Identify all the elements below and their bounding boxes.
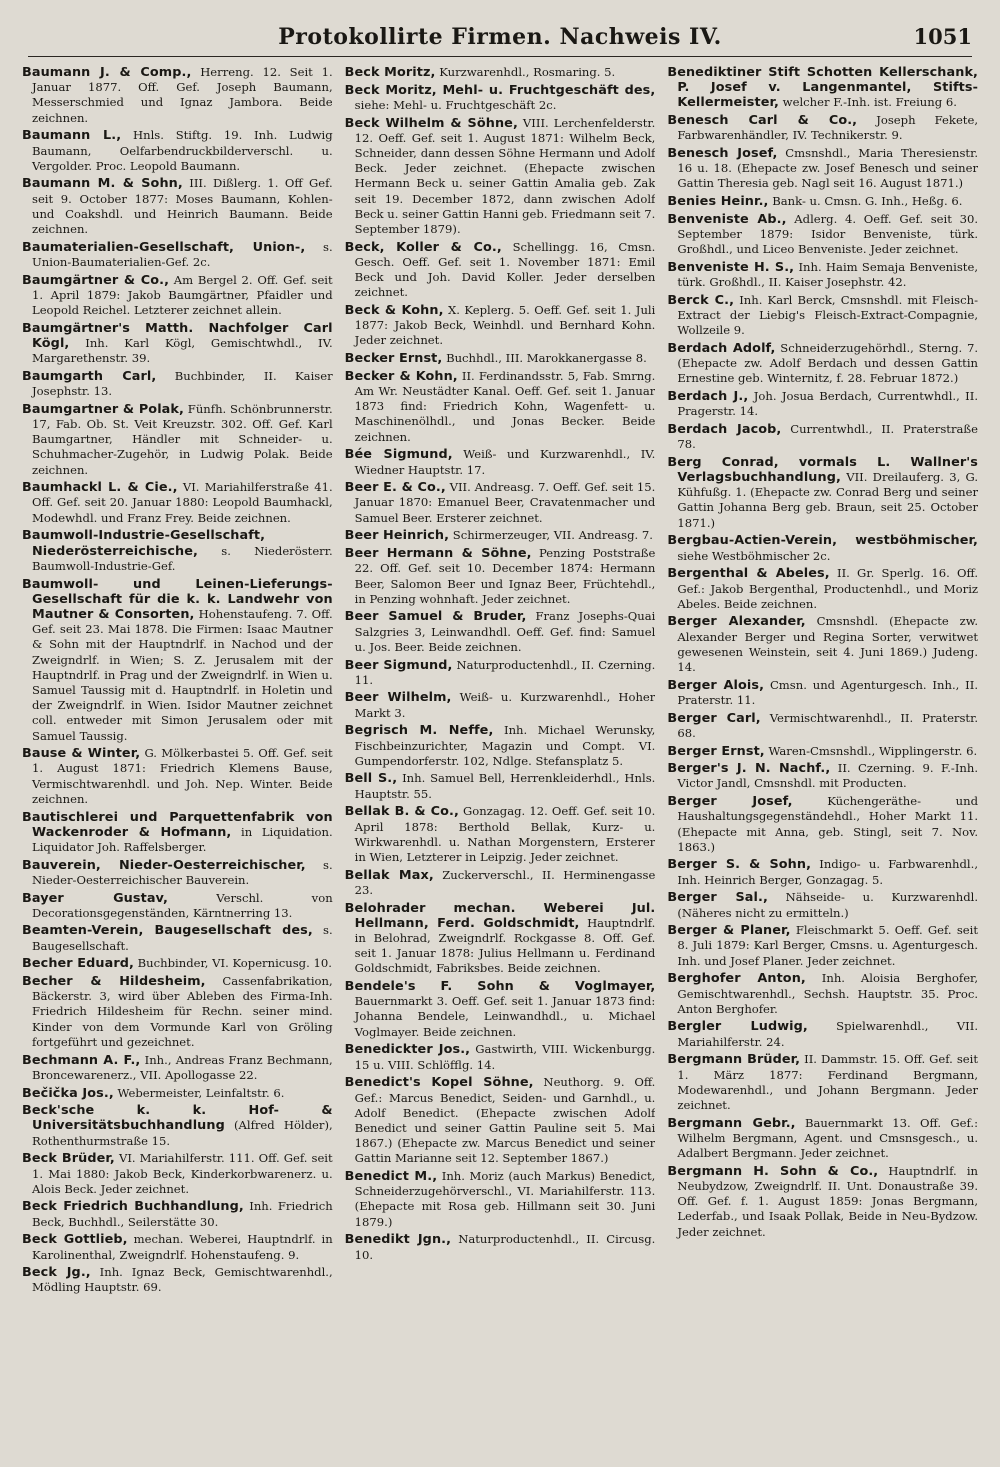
firm-details: in Liquidation. Liquidator Joh. Raffelsberger. <box>32 824 333 854</box>
firm-details: Gonzagag. 12. Oeff. Gef. seit 10. April 1878: Berthold Bellak, Kurz- u. Wirkwarenhdl. u. Nathan Morgenstern, Ersterer in Wien, Letzterer in Leipzig. Jeder zeichnet. <box>354 804 656 864</box>
firm-name: Beck & Kohn, <box>344 303 444 319</box>
firm-entry <box>345 658 656 688</box>
firm-name: Benies Heinr., <box>667 194 769 210</box>
firm-entry <box>667 761 978 791</box>
firm-name: Beer Sigmund, <box>344 657 453 673</box>
firm-entry <box>667 65 978 111</box>
firm-entry <box>22 1232 333 1262</box>
firm-entry <box>667 533 978 563</box>
firm-details: Vermischtwarenhdl., II. Praterstr. 68. <box>677 710 979 740</box>
firm-entry <box>667 857 978 887</box>
firm-entry <box>22 402 333 478</box>
firm-details: Zuckerverschl., II. Herminengasse 23. <box>354 867 656 897</box>
firm-name: Berger Alexander, <box>667 614 806 630</box>
firm-name: Beck Moritz, Mehl- u. Fruchtgeschäft des, <box>344 82 656 98</box>
firm-details: II. Ferdinandsstr. 5, Fab. Smrng. Am Wr. Neustädter Kanal. Oeff. Gef. seit 1. Januar 1873 find: Friedrich Kohn, Wagenfett- u. Maschinenölhdl., und Jonas Becker. Beide zeichnen. <box>354 368 656 444</box>
firm-entry <box>22 956 333 971</box>
firm-details: Schneiderzugehörhdl., Sterng. 7. (Ehepacte zw. Adolf Berdach und dessen Gattin Ernestine geb. Winternitz, f. 28. Februar 1872.) <box>677 340 979 386</box>
firm-entry <box>667 971 978 1017</box>
firm-entry <box>345 116 656 238</box>
firm-name: Bendele's F. Sohn & Voglmayer, <box>344 979 656 995</box>
firm-entry <box>667 146 978 192</box>
firm-details: siehe: Mehl- u. Fruchtgeschäft 2c. <box>354 97 557 112</box>
firm-name: Bechmann A. F., <box>22 1052 141 1068</box>
firm-details: (Alfred Hölder), Rothenthurmstraße 15. <box>32 1118 333 1148</box>
firm-name: Beck Friedrich Buchhandlung, <box>22 1199 244 1215</box>
firm-name: Belohrader mechan. Weberei Jul. Hellmann, Ferd. Goldschmidt, <box>344 900 656 931</box>
firm-details: Fünfh. Schönbrunnerstr. 17, Fab. Ob. St. Veit Kreuzstr. 302. Off. Gef. Karl Baumgartner, Händler mit Schneider- u. Schuhmacher-Zugehör, in Ludwig Polak. Beide zeichnen. <box>32 401 333 477</box>
firm-details: welcher F.-Inh. ist. Freiung 6. <box>782 95 957 110</box>
firm-entry <box>345 979 656 1040</box>
column-left <box>22 65 333 1455</box>
firm-entry <box>667 194 978 209</box>
firm-details: II. Gr. Sperlg. 16. Off. Gef.: Jakob Bergenthal, Productenhdl., und Moriz Abeles. Beide zeichnen. <box>677 566 979 611</box>
firm-name: Benedikt Jgn., <box>344 1232 452 1248</box>
firm-name: Berger Ernst, <box>667 743 765 759</box>
firm-name: Beer Hermann & Söhne, <box>344 546 532 562</box>
firm-name: Bellak Max, <box>344 867 434 883</box>
firm-name: Beck Jg., <box>22 1265 91 1281</box>
firm-entry <box>22 810 333 856</box>
firm-name: Berger & Planer, <box>667 923 791 939</box>
firm-details: Joh. Josua Berdach, Currentwhdl., II. Pragerstr. 14. <box>677 389 979 419</box>
firm-name: Berger S. & Sohn, <box>667 857 812 873</box>
firm-details: Verschl. von Decorationsgegenständen, Kärntnerring 13. <box>32 890 333 920</box>
firm-name: Beck Moritz, <box>344 65 436 80</box>
firm-name: Bause & Winter, <box>22 746 141 762</box>
firm-details: Fleischmarkt 5. Oeff. Gef. seit 8. Juli 1879: Karl Berger, Cmsns. u. Agenturgesch. Inh. und Josef Planer. Jeder zeichnet. <box>677 923 979 968</box>
firm-details: Cmsnshdl. (Ehepacte zw. Alexander Berger und Regina Sorter, verwitwet gewesenen Weinstein, seit 4. Juni 1869.) Judeng. 14. <box>677 614 979 675</box>
firm-details: Inh. Moriz (auch Markus) Benedict, Schneiderzugehörverschl., VI. Mariahilferstr. 113. (Ehepacte mit Rosa geb. Hillmann seit 30. Juni 1879.) <box>354 1169 656 1229</box>
firm-name: Baumhackl L. & Cie., <box>22 480 178 496</box>
firm-name: Bauverein, Nieder-Oesterreichischer, <box>22 857 306 873</box>
firm-entry <box>667 744 978 759</box>
firm-entry <box>345 1169 656 1230</box>
page-header <box>28 20 972 57</box>
firm-details: Gastwirth, VIII. Wickenburgg. 15 u. VIII. Schlöfflg. 14. <box>354 1042 656 1072</box>
columns-container <box>22 65 978 1455</box>
firm-details: Inh. Friedrich Beck, Buchhdl., Seilerstätte 30. <box>32 1199 333 1229</box>
firm-details: Bauernmarkt 3. Oeff. Gef. seit 1. Januar 1873 find: Johanna Bendele, Leinwandhdl., u. Michael Voglmayer. Beide zeichnen. <box>354 994 656 1039</box>
firm-details: s. Niederösterr. Baumwoll-Industrie-Gef. <box>32 543 333 573</box>
firm-name: Bergmann Gebr., <box>667 1115 796 1131</box>
firm-entry <box>345 369 656 445</box>
firm-entry <box>345 447 656 477</box>
firm-name: Bautischlerei und Parquettenfabrik von Wackenroder & Hofmann, <box>22 809 333 840</box>
firm-entry <box>345 804 656 865</box>
firm-name: Baumann J. & Comp., <box>22 65 192 80</box>
firm-name: Becker & Kohn, <box>344 368 458 384</box>
firm-name: Berdach Jacob, <box>667 421 782 437</box>
firm-entry <box>667 455 978 531</box>
firm-details: Inh. Haim Semaja Benveniste, türk. Großhdl., II. Kaiser Josephstr. 42. <box>677 259 979 290</box>
column-right <box>667 65 978 1455</box>
firm-entry <box>22 321 333 367</box>
firm-name: Berdach J., <box>667 389 749 405</box>
firm-details: VIII. Lerchenfelderstr. 12. Oeff. Gef. seit 1. August 1871: Wilhelm Beck, Schneider, dann dessen Söhne Hermann und Adolf Beck. Jeder zeichnet. (Ehepacte zwischen Hermann Beck u. seiner Gattin Amalia geb. Zak seit 19. December 1872, dann zwischen Adolf Beck u. seiner Gattin Hanni geb. Friedmann seit 7. September 1879). <box>354 115 656 237</box>
firm-name: Bergmann Brüder, <box>667 1052 801 1068</box>
firm-entry <box>22 974 333 1050</box>
firm-name: Beer Wilhelm, <box>344 690 452 706</box>
firm-details: Inh. Samuel Bell, Herrenkleiderhdl., Hnls. Hauptstr. 55. <box>354 771 656 801</box>
firm-details: Naturproductenhdl., II. Circusg. 10. <box>354 1232 656 1262</box>
firm-name: Benesch Carl & Co., <box>667 113 858 129</box>
firm-name: Baumgartner & Polak, <box>22 401 184 417</box>
firm-details: Neuthorg. 9. Off. Gef.: Marcus Benedict, Seiden- und Garnhdl., u. Adolf Benedict. (Ehepacte zwischen Adolf Benedict und seiner Gattin Pauline seit 5. Mai 1867.) (Ehepacte zw. Marcus Benedict und seiner Gattin Marianne seit 12. September 1867.) <box>354 1075 656 1166</box>
firm-details: Franz Josephs-Quai Salzgries 3, Leinwandhdl. Oeff. Gef. find: Samuel u. Jos. Beer. Beide zeichnen. <box>354 609 656 654</box>
firm-entry <box>345 65 656 80</box>
firm-details: Bauernmarkt 13. Off. Gef.: Wilhelm Bergmann, Agent. und Cmsnsgesch., u. Adalbert Bergmann. Jeder zeichnet. <box>677 1115 979 1161</box>
firm-name: Benesch Josef, <box>667 146 778 162</box>
column-middle <box>345 65 656 1455</box>
firm-name: Bergbau-Actien-Verein, westböhmischer, <box>667 533 979 549</box>
firm-name: Bergmann H. Sohn & Co., <box>667 1163 879 1179</box>
firm-details: mechan. Weberei, Hauptndrlf. in Karolinenthal, Zweigndrlf. Hohenstaufeng. 9. <box>32 1232 333 1262</box>
firm-entry <box>22 1265 333 1295</box>
firm-name: Berghofer Anton, <box>667 971 806 987</box>
firm-name: Berdach Adolf, <box>667 340 776 356</box>
firm-entry <box>345 901 656 977</box>
firm-entry <box>667 923 978 969</box>
firm-entry <box>667 341 978 387</box>
firm-details: Weiß- und Kurzwarenhdl., IV. Wiedner Hauptstr. 17. <box>354 447 656 477</box>
firm-entry <box>22 1151 333 1197</box>
firm-details: Buchbinder, II. Kaiser Josephstr. 13. <box>32 368 333 399</box>
firm-details: Penzing Poststraße 22. Off. Gef. seit 10. December 1874: Hermann Beer, Salomon Beer und Ignaz Beer, Früchtehdl., in Penzing wohnhaft. Jeder zeichnet. <box>354 546 656 606</box>
firm-details: Hnls. Stiftg. 19. Inh. Ludwig Baumann, Oelfarbendruckbilderverschl. u. Vergolder. Proc. Leopold Baumann. <box>32 128 333 173</box>
firm-details: Schirmerzeuger, VII. Andreasg. 7. <box>452 528 653 543</box>
firm-name: Beer Heinrich, <box>344 528 450 544</box>
firm-entry <box>667 293 978 339</box>
firm-details: Schellingg. 16, Cmsn. Gesch. Oeff. Gef. seit 1. November 1871: Emil Beck und Joh. David Koller. Jeder derselben zeichnet. <box>354 239 656 300</box>
firm-entry <box>345 480 656 526</box>
firm-name: Berger Alois, <box>667 677 765 693</box>
firm-name: Baumgärtner's Matth. Nachfolger Carl Kögl, <box>22 320 333 351</box>
firm-name: Berg Conrad, vormals L. Wallner's Verlagsbuchhandlung, <box>667 454 979 486</box>
firm-entry <box>22 65 333 126</box>
firm-entry <box>345 303 656 349</box>
firm-entry <box>22 858 333 888</box>
firm-name: Berger Josef, <box>667 794 793 810</box>
firm-entry <box>22 528 333 574</box>
firm-details: II. Czerning. 9. F.-Inh. Victor Jandl, Cmsnshdl. mit Producten. <box>677 761 979 791</box>
firm-details: Adlerg. 4. Oeff. Gef. seit 30. September 1879: Isidor Benveniste, türk. Großhdl., und Liceo Benveniste. Jeder zeichnet. <box>677 211 979 257</box>
firm-details: Waren-Cmsnshdl., Wipplingerstr. 6. <box>768 743 978 758</box>
page-number: 1051 <box>913 24 972 49</box>
firm-details: VI. Mariahilferstraße 41. Off. Gef. seit 20. Januar 1880: Leopold Baumhackl, Modewhdl. und Franz Frey. Beide zeichnen. <box>32 480 333 525</box>
firm-name: Beamten-Verein, Baugesellschaft des, <box>22 923 313 939</box>
firm-entry <box>22 273 333 319</box>
firm-name: Bergler Ludwig, <box>667 1019 808 1035</box>
firm-entry <box>667 614 978 675</box>
firm-entry <box>345 771 656 801</box>
firm-details: Hauptndrlf. in Neubydzow, Zweigndrlf. II. Unt. Donaustraße 39. Off. Gef. f. 1. August 1859: Jonas Bergmann, Lederfab., und Isaak Pollak, Beide in Neu-Bydzow. Jeder zeichnet. <box>677 1163 979 1239</box>
firm-details: Naturproductenhdl., II. Czerning. 11. <box>354 657 656 687</box>
firm-entry <box>667 890 978 920</box>
firm-entry <box>345 690 656 720</box>
firm-name: Berger's J. N. Nachf., <box>667 761 831 777</box>
firm-name: Becker Ernst, <box>344 351 443 367</box>
firm-entry <box>667 678 978 708</box>
firm-entry <box>22 369 333 399</box>
firm-entry <box>667 422 978 452</box>
firm-details: Cmsn. und Agenturgesch. Inh., II. Praterstr. 11. <box>677 677 979 707</box>
firm-name: Baumgärtner & Co., <box>22 272 170 288</box>
firm-entry <box>667 113 978 143</box>
firm-entry <box>22 891 333 921</box>
firm-details: Hauptndrlf. in Belohrad, Zweigndrlf. Rockgasse 8. Off. Gef. seit 1. Januar 1878: Julius Hellmann u. Ferdinand Goldschmidt, Fabriksbes. Beide zeichnen. <box>354 915 656 976</box>
firm-entry <box>22 1053 333 1083</box>
firm-name: Baumwoll-Industrie-Gesellschaft, Niederösterreichische, <box>22 528 266 559</box>
firm-name: Benveniste H. S., <box>667 259 795 275</box>
firm-details: Weiß- u. Kurzwarenhdl., Hoher Markt 3. <box>354 690 656 720</box>
firm-entry <box>667 1019 978 1049</box>
firm-name: Becher Eduard, <box>22 956 134 972</box>
firm-name: Beer Samuel & Bruder, <box>344 609 527 625</box>
firm-details: Currentwhdl., II. Praterstraße 78. <box>677 421 979 452</box>
firm-details: Buchbinder, VI. Kopernicusg. 10. <box>137 956 332 971</box>
firm-entry <box>345 546 656 607</box>
firm-name: Berck C., <box>667 292 735 308</box>
firm-entry <box>345 1075 656 1166</box>
firm-details: s. Union-Baumaterialien-Gef. 2c. <box>32 239 333 269</box>
firm-entry <box>345 240 656 301</box>
firm-details: II. Dammstr. 15. Off. Gef. seit 1. März 1877: Ferdinand Bergmann, Modewarenhdl., und Johann Bergmann. Jeder zeichnet. <box>677 1052 979 1112</box>
firm-entry <box>22 1199 333 1229</box>
firm-name: Baumgarth Carl, <box>22 368 157 384</box>
firm-details: Küchengeräthe- und Haushaltungsgegenständehdl., Hoher Markt 11. (Ehepacte mit Anna, geb. Stingl, seit 7. Nov. 1863.) <box>677 794 979 854</box>
firm-entry <box>345 723 656 769</box>
firm-entry <box>345 528 656 543</box>
firm-entry <box>345 83 656 113</box>
firm-name: Beer E. & Co., <box>344 480 446 496</box>
firm-details: Inh. Michael Werunsky, Fischbeinzurichter, Magazin und Compt. VI. Gumpendorferstr. 102, Ndlge. Stefansplatz 5. <box>354 723 656 768</box>
firm-name: Beck, Koller & Co., <box>344 239 502 255</box>
firm-details: Webermeister, Leinfaltstr. 6. <box>117 1085 285 1100</box>
firm-name: Benedict's Kopel Söhne, <box>344 1075 534 1091</box>
firm-details: Bank- u. Cmsn. G. Inh., Heßg. 6. <box>772 194 963 209</box>
firm-details: Inh. Karl Berck, Cmsnshdl. mit Fleisch-Extract der Liebig's Fleisch-Extract-Compagnie, Wollzeile 9. <box>677 292 979 338</box>
firm-name: Berger Carl, <box>667 710 761 726</box>
firm-name: Bečička Jos., <box>22 1085 114 1101</box>
firm-details: VII. Andreasg. 7. Oeff. Gef. seit 15. Januar 1870: Emanuel Beer, Cravatenmacher und Samuel Beer. Ersterer zeichnet. <box>354 480 656 525</box>
firm-details: Kurzwarenhdl., Rosmaring. 5. <box>439 65 616 79</box>
firm-entry <box>22 480 333 526</box>
firm-name: Beck Gottlieb, <box>22 1232 128 1248</box>
firm-name: Beck Wilhelm & Söhne, <box>344 115 518 131</box>
firm-entry <box>22 176 333 237</box>
firm-details: III. Dißlerg. 1. Off Gef. seit 9. October 1877: Moses Baumann, Kohlen- und Coakshdl. und Heinrich Baumann. Beide zeichnen. <box>32 176 333 237</box>
firm-details: Am Bergel 2. Off. Gef. seit 1. April 1879: Jakob Baumgärtner, Pfaidler und Leopold Reichel. Letzterer zeichnet allein. <box>32 272 333 318</box>
firm-details: Inh. Karl Kögl, Gemischtwhdl., IV. Margarethenstr. 39. <box>32 335 333 366</box>
firm-entry <box>667 711 978 741</box>
firm-entry <box>22 1086 333 1101</box>
firm-entry <box>667 794 978 855</box>
firm-entry <box>22 128 333 174</box>
firm-entry <box>345 868 656 898</box>
firm-entry <box>345 1232 656 1262</box>
firm-details: s. Nieder-Oesterreichischer Bauverein. <box>32 857 333 887</box>
firm-entry <box>22 240 333 270</box>
firm-name: Baumaterialien-Gesellschaft, Union-, <box>22 239 306 255</box>
firm-entry <box>667 1116 978 1162</box>
firm-entry <box>667 566 978 612</box>
firm-entry <box>22 1103 333 1149</box>
firm-details: Joseph Fekete, Farbwarenhändler, IV. Technikerstr. 9. <box>677 113 979 143</box>
firm-details: Cmsnshdl., Maria Theresienstr. 16 u. 18. (Ehepacte zw. Josef Benesch und seiner Gattin Theresia geb. Nagl seit 16. August 1871.) <box>677 146 979 191</box>
firm-entry <box>345 609 656 655</box>
firm-details: G. Mölkerbastei 5. Off. Gef. seit 1. August 1871: Friedrich Klemens Bause, Vermischtwarenhdl. und Joh. Nep. Winter. Beide zeichnen. <box>32 746 333 806</box>
firm-entry <box>345 351 656 366</box>
firm-entry <box>667 1164 978 1240</box>
firm-details: Indigo- u. Farbwarenhdl., Inh. Heinrich Berger, Gonzagag. 5. <box>677 857 979 887</box>
firm-details: Herreng. 12. Seit 1. Januar 1877. Off. Gef. Joseph Baumann, Messerschmied und Ignaz Jambora. Beide zeichnen. <box>32 65 333 125</box>
firm-name: Baumann L., <box>22 128 122 144</box>
firm-name: Begrisch M. Neffe, <box>344 723 494 739</box>
firm-name: Benedickter Jos., <box>344 1042 471 1058</box>
firm-details: VI. Mariahilferstr. 111. Off. Gef. seit 1. Mai 1880: Jakob Beck, Kinderkorbwarenerz. u. Alois Beck. Jeder zeichnet. <box>32 1151 333 1196</box>
firm-name: Bergenthal & Abeles, <box>667 566 830 582</box>
firm-name: Bée Sigmund, <box>344 447 453 463</box>
page-title: Protokollirte Firmen. Nachweis IV. <box>278 24 722 50</box>
firm-name: Benedict M., <box>344 1169 438 1185</box>
firm-entry <box>22 746 333 807</box>
firm-details: Spielwarenhdl., VII. Mariahilferstr. 24. <box>677 1019 979 1049</box>
firm-details: Buchhdl., III. Marokkanergasse 8. <box>446 351 647 366</box>
firm-name: Beck'sche k. k. Hof- & Universitätsbuchhandlung <box>22 1103 333 1134</box>
firm-details: Hohenstaufeng. 7. Off. Gef. seit 23. Mai 1878. Die Firmen: Isaac Mautner & Sohn mit der Hauptndrlf. in Nachod und der Zweigndrlf. in Wien; S. Z. Jerusalem mit der Hauptndrlf. in Prag und der Zweigndrlf. in Wien u. Samuel Taussig mit d. Hauptndrlf. in Holetin und der Zweigndrlf. in Wien. Isidor Mautner zeichnet coll. entweder mit Simon Jerusalem oder mit Samuel Taussig. <box>32 606 333 743</box>
firm-details: s. Baugesellschaft. <box>32 923 333 953</box>
firm-name: Bell S., <box>344 771 398 787</box>
firm-name: Benveniste Ab., <box>667 211 787 227</box>
firm-entry <box>667 212 978 258</box>
firm-name: Becher & Hildesheim, <box>22 974 206 990</box>
firm-entry <box>345 1042 656 1072</box>
firm-name: Benediktiner Stift Schotten Kellerschank, P. Josef v. Langenmantel, Stifts-Kellermeister, <box>667 65 979 111</box>
firm-details: X. Keplerg. 5. Oeff. Gef. seit 1. Juli 1877: Jakob Beck, Weinhdl. und Bernhard Kohn. Jeder zeichnet. <box>354 303 656 348</box>
firm-entry <box>22 577 333 744</box>
firm-entry <box>667 389 978 419</box>
firm-details: Nähseide- u. Kurzwarenhdl. (Näheres nicht zu ermitteln.) <box>677 890 979 920</box>
firm-entry <box>667 260 978 290</box>
firm-details: siehe Westböhmischer 2c. <box>677 548 831 563</box>
firm-name: Baumwoll- und Leinen-Lieferungs-Gesellschaft für die k. k. Landwehr von Mautner & Consorten, <box>22 576 333 622</box>
firm-details: VII. Dreilauferg. 3, G. Kühfußg. 1. (Ehepacte zw. Conrad Berg und seiner Gattin Johanna Berg geb. Braun, seit 25. October 1871.) <box>677 470 979 530</box>
firm-entry <box>22 923 333 953</box>
firm-name: Berger Sal., <box>667 890 768 906</box>
firm-details: Inh., Andreas Franz Bechmann, Broncewarenerz., VII. Apollogasse 22. <box>32 1052 333 1082</box>
firm-name: Baumann M. & Sohn, <box>22 176 183 192</box>
firm-details: Cassenfabrikation, Bäckerstr. 3, wird über Ableben des Firma-Inh. Friedrich Hildesheim für Rechn. seiner mind. Kinder von dem Vormunde Karl von Gröling fortgeführt und gezeichnet. <box>32 974 333 1049</box>
firm-entry <box>667 1052 978 1113</box>
firm-details: Inh. Ignaz Beck, Gemischtwarenhdl., Mödling Hauptstr. 69. <box>32 1265 333 1295</box>
firm-name: Bellak B. & Co., <box>344 804 459 820</box>
firm-name: Beck Brüder, <box>22 1151 115 1167</box>
firm-name: Bayer Gustav, <box>22 890 168 906</box>
firm-details: Inh. Aloisia Berghofer, Gemischtwarenhdl., Sechsh. Hauptstr. 35. Proc. Anton Berghofer. <box>677 971 979 1016</box>
